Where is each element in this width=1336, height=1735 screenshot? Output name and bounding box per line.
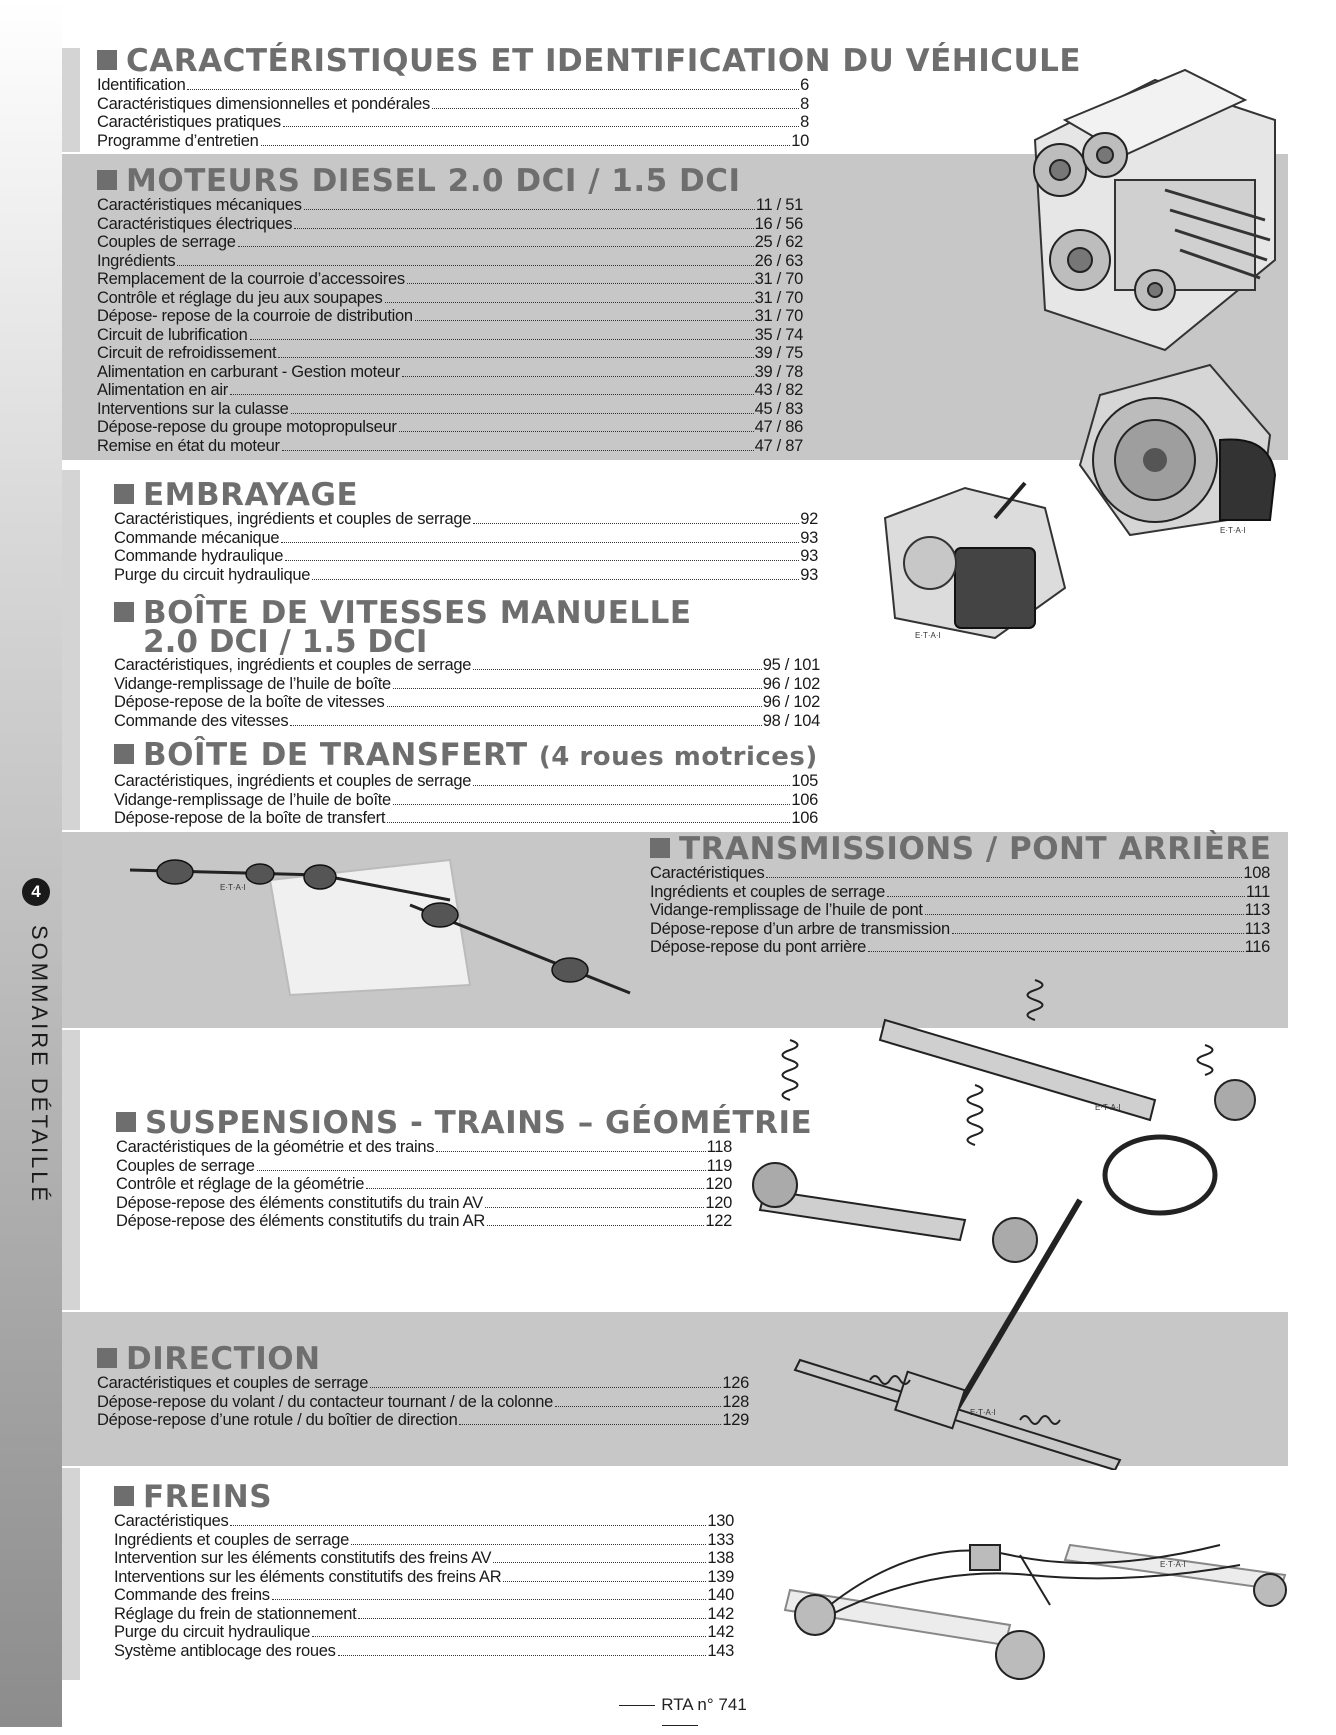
band-caracteristiques <box>62 48 80 152</box>
section-boite-transfert <box>114 737 818 828</box>
section-title: EMBRAYAGE <box>114 480 818 510</box>
toc-entry[interactable]: Programme d’entretien 10 <box>97 131 809 150</box>
square-bullet-icon <box>97 170 117 190</box>
section-transmissions <box>650 831 1272 957</box>
toc-entry[interactable]: Dépose-repose du groupe motopropulseur 47 / 86 <box>97 418 803 436</box>
toc-entry[interactable]: Dépose-repose du volant / du contacteur tournant / de la colonne 128 <box>97 1392 749 1411</box>
toc-entry[interactable]: Purge du circuit hydraulique 93 <box>114 565 818 584</box>
toc-entry[interactable]: Dépose- repose de la courroie de distribution 31 / 70 <box>97 307 803 325</box>
section-subtitle: 2.0 DCI / 1.5 DCI <box>143 624 428 660</box>
square-bullet-icon <box>114 484 134 504</box>
toc-entry[interactable]: Ingrédients et couples de serrage 133 <box>114 1530 734 1549</box>
toc-entry[interactable]: Caractéristiques dimensionnelles et pondérales 8 <box>97 94 809 113</box>
toc-entry[interactable]: Interventions sur les éléments constitutifs des freins AR 139 <box>114 1567 734 1586</box>
band-embrayage-boites <box>62 470 80 830</box>
toc-entry[interactable]: Caractéristiques, ingrédients et couples de serrage 95 / 101 <box>114 656 820 674</box>
square-bullet-icon <box>650 838 670 858</box>
toc-entry[interactable]: Dépose-repose du pont arrière 116 <box>650 938 1270 956</box>
toc-list <box>114 510 818 584</box>
toc-list <box>97 1374 749 1430</box>
section-title: DIRECTION <box>97 1344 749 1374</box>
sidebar <box>0 0 62 1727</box>
section-title: FREINS <box>114 1482 734 1512</box>
etai-watermark: E·T·A·I <box>970 1408 996 1417</box>
toc-entry[interactable]: Vidange-remplissage de l’huile de pont 113 <box>650 901 1270 919</box>
driveshaft-illustration <box>120 845 640 1005</box>
toc-entry[interactable]: Ingrédients et couples de serrage 111 <box>650 882 1270 901</box>
square-bullet-icon <box>97 1348 117 1368</box>
section-suspensions <box>116 1105 813 1231</box>
toc-entry[interactable]: Dépose-repose d’un arbre de transmission 113 <box>650 919 1270 938</box>
toc-entry[interactable]: Commande mécanique 93 <box>114 528 818 547</box>
toc-entry[interactable]: Ingrédients 26 / 63 <box>97 251 803 270</box>
toc-entry[interactable]: Système antiblocage des roues 143 <box>114 1641 734 1660</box>
toc-entry[interactable]: Identification 6 <box>97 76 809 94</box>
square-bullet-icon <box>114 744 134 764</box>
toc-list <box>114 656 820 730</box>
section-boite-vitesses <box>114 595 820 730</box>
toc-entry[interactable]: Contrôle et réglage du jeu aux soupapes 31 / 70 <box>97 288 803 307</box>
section-title: BOÎTE DE TRANSFERT (4 roues motrices) <box>114 740 818 772</box>
toc-entry[interactable]: Vidange-remplissage de l’huile de boîte 96 / 102 <box>114 674 820 693</box>
etai-watermark: E·T·A·I <box>1095 1103 1121 1112</box>
square-bullet-icon <box>114 1486 134 1506</box>
steering-illustration <box>790 1180 1150 1470</box>
toc-list <box>650 864 1270 957</box>
section-title: MOTEURS DIESEL 2.0 DCI / 1.5 DCI <box>97 166 803 196</box>
section-freins <box>114 1479 734 1660</box>
toc-entry[interactable]: Caractéristiques, ingrédients et couples de serrage 92 <box>114 510 818 528</box>
etai-watermark: E·T·A·I <box>1160 1560 1186 1569</box>
footer-reference: RTA n° 741 <box>590 1695 770 1735</box>
toc-entry[interactable]: Commande des freins 140 <box>114 1586 734 1604</box>
manual-gearbox-illustration <box>875 478 1075 648</box>
toc-entry[interactable]: Circuit de lubrification 35 / 74 <box>97 325 803 344</box>
etai-watermark: E·T·A·I <box>220 883 246 892</box>
toc-entry[interactable]: Remise en état du moteur 47 / 87 <box>97 436 803 455</box>
toc-list <box>114 1512 734 1660</box>
toc-list <box>97 196 803 455</box>
square-bullet-icon <box>114 602 134 622</box>
toc-entry[interactable]: Commande hydraulique 93 <box>114 547 818 565</box>
toc-list <box>116 1138 732 1231</box>
sidebar-title: SOMMAIRE DÉTAILLÉ <box>27 925 52 1205</box>
toc-entry[interactable]: Dépose-repose des éléments constitutifs du train AV 120 <box>116 1193 732 1212</box>
toc-entry[interactable]: Contrôle et réglage de la géométrie 120 <box>116 1175 732 1193</box>
clutch-gearbox-illustration <box>1070 355 1280 540</box>
toc-entry[interactable]: Couples de serrage 119 <box>116 1156 732 1175</box>
toc-list <box>97 76 809 150</box>
toc-entry[interactable]: Vidange-remplissage de l’huile de boîte 106 <box>114 790 818 809</box>
toc-entry[interactable]: Caractéristiques mécaniques 11 / 51 <box>97 196 803 214</box>
toc-entry[interactable]: Alimentation en air 43 / 82 <box>97 381 803 399</box>
toc-entry[interactable]: Caractéristiques, ingrédients et couples de serrage 105 <box>114 772 818 790</box>
band-freins <box>62 1468 80 1680</box>
etai-watermark: E·T·A·I <box>915 631 941 640</box>
toc-entry[interactable]: Dépose-repose d’une rotule / du boîtier de direction 129 <box>97 1411 749 1429</box>
toc-entry[interactable]: Purge du circuit hydraulique 142 <box>114 1623 734 1641</box>
section-embrayage <box>114 477 818 584</box>
toc-entry[interactable]: Commande des vitesses 98 / 104 <box>114 711 820 730</box>
page-number-badge: 4 <box>22 878 50 906</box>
toc-entry[interactable]: Dépose-repose de la boîte de vitesses 96 / 102 <box>114 693 820 711</box>
toc-entry[interactable]: Caractéristiques de la géométrie et des trains 118 <box>116 1138 732 1156</box>
toc-entry[interactable]: Dépose-repose des éléments constitutifs du train AR 122 <box>116 1212 732 1230</box>
toc-entry[interactable]: Remplacement de la courroie d’accessoires 31 / 70 <box>97 270 803 288</box>
toc-entry[interactable]: Couples de serrage 25 / 62 <box>97 233 803 251</box>
toc-entry[interactable]: Caractéristiques pratiques 8 <box>97 113 809 131</box>
toc-entry[interactable]: Caractéristiques et couples de serrage 126 <box>97 1374 749 1392</box>
toc-entry[interactable]: Caractéristiques 108 <box>650 864 1270 882</box>
toc-entry[interactable]: Intervention sur les éléments constitutifs des freins AV 138 <box>114 1549 734 1567</box>
toc-entry[interactable]: Réglage du frein de stationnement 142 <box>114 1604 734 1623</box>
section-direction <box>97 1341 749 1430</box>
square-bullet-icon <box>116 1112 136 1132</box>
toc-entry[interactable]: Interventions sur la culasse 45 / 83 <box>97 399 803 418</box>
toc-entry[interactable]: Circuit de refroidissement 39 / 75 <box>97 344 803 362</box>
toc-entry[interactable]: Alimentation en carburant - Gestion moteur 39 / 78 <box>97 362 803 381</box>
toc-entry[interactable]: Caractéristiques 130 <box>114 1512 734 1530</box>
square-bullet-icon <box>97 50 117 70</box>
engine-illustration <box>1005 60 1290 360</box>
etai-watermark: E·T·A·I <box>1220 526 1246 535</box>
section-title: BOÎTE DE VITESSES MANUELLE <box>114 598 820 628</box>
toc-entry[interactable]: Caractéristiques électriques 16 / 56 <box>97 214 803 233</box>
section-title: SUSPENSIONS - TRAINS – GÉOMÉTRIE <box>116 1108 732 1138</box>
section-title: CARACTÉRISTIQUES ET IDENTIFICATION DU VÉHICULE <box>97 46 809 76</box>
section-moteurs <box>97 163 803 455</box>
toc-list <box>114 772 818 828</box>
band-suspensions <box>62 1030 80 1310</box>
section-title: TRANSMISSIONS / PONT ARRIÈRE <box>650 834 1270 864</box>
toc-entry[interactable]: Dépose-repose de la boîte de transfert 106 <box>114 809 818 827</box>
brakes-illustration <box>770 1495 1290 1685</box>
section-caracteristiques <box>97 43 1082 150</box>
